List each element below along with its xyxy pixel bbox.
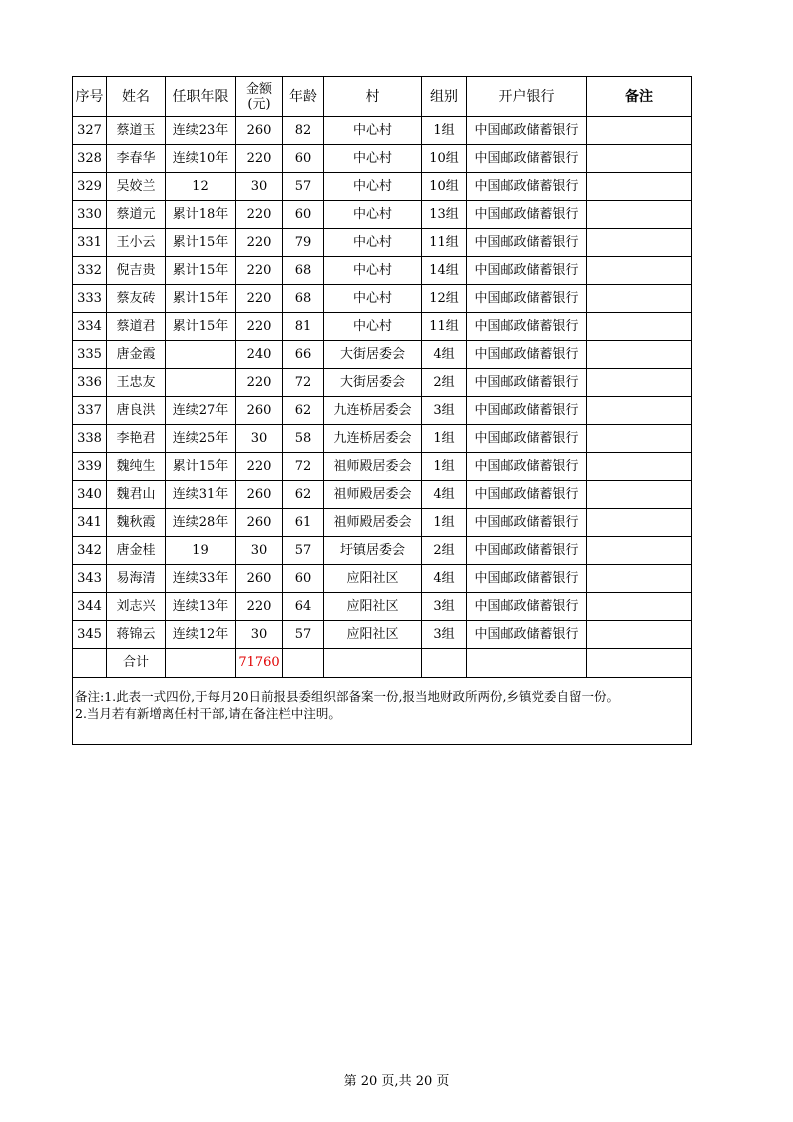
cell-name: 李艳君 (107, 425, 166, 453)
total-amount: 71760 (236, 649, 283, 678)
cell-village: 九连桥居委会 (324, 425, 422, 453)
cell-amount: 30 (236, 537, 283, 565)
cell-age: 60 (283, 565, 324, 593)
total-tenure-cell (166, 649, 236, 678)
cell-name: 魏君山 (107, 481, 166, 509)
cell-seq: 330 (73, 201, 107, 229)
cell-name: 唐金桂 (107, 537, 166, 565)
cell-bank: 中国邮政储蓄银行 (467, 285, 587, 313)
cell-group: 13组 (422, 201, 467, 229)
cell-bank: 中国邮政储蓄银行 (467, 341, 587, 369)
cell-seq: 344 (73, 593, 107, 621)
cell-amount: 220 (236, 453, 283, 481)
cell-village: 圩镇居委会 (324, 537, 422, 565)
table-row (73, 313, 692, 341)
cell-remark (587, 621, 692, 649)
cell-amount: 260 (236, 481, 283, 509)
cell-remark (587, 369, 692, 397)
cell-group: 1组 (422, 509, 467, 537)
cell-village: 中心村 (324, 145, 422, 173)
cell-age: 72 (283, 453, 324, 481)
cell-remark (587, 425, 692, 453)
table-row (73, 285, 692, 313)
cell-group: 1组 (422, 453, 467, 481)
total-age-cell (283, 649, 324, 678)
cell-bank: 中国邮政储蓄银行 (467, 481, 587, 509)
cell-tenure: 累计15年 (166, 257, 236, 285)
page-footer: 第 20 页,共 20 页 (343, 1074, 450, 1089)
cell-amount: 220 (236, 229, 283, 257)
cell-group: 1组 (422, 425, 467, 453)
cell-village: 应阳社区 (324, 593, 422, 621)
cell-amount: 220 (236, 201, 283, 229)
table-row (73, 537, 692, 565)
cell-seq: 329 (73, 173, 107, 201)
cell-group: 1组 (422, 117, 467, 145)
cell-group: 11组 (422, 229, 467, 257)
cell-remark (587, 117, 692, 145)
cell-age: 57 (283, 621, 324, 649)
cell-village: 中心村 (324, 201, 422, 229)
cell-tenure: 连续23年 (166, 117, 236, 145)
roster-table (72, 76, 692, 745)
cell-seq: 327 (73, 117, 107, 145)
table-row (73, 117, 692, 145)
cell-amount: 240 (236, 341, 283, 369)
total-row (73, 649, 692, 678)
cell-tenure: 12 (166, 173, 236, 201)
cell-seq: 338 (73, 425, 107, 453)
cell-name: 倪吉贵 (107, 257, 166, 285)
cell-bank: 中国邮政储蓄银行 (467, 257, 587, 285)
cell-remark (587, 285, 692, 313)
header-age: 年龄 (283, 77, 324, 117)
cell-seq: 341 (73, 509, 107, 537)
table-row (73, 341, 692, 369)
cell-group: 3组 (422, 397, 467, 425)
cell-remark (587, 537, 692, 565)
total-seq-cell (73, 649, 107, 678)
table-row (73, 621, 692, 649)
cell-age: 81 (283, 313, 324, 341)
cell-age: 57 (283, 537, 324, 565)
cell-village: 九连桥居委会 (324, 397, 422, 425)
cell-seq: 339 (73, 453, 107, 481)
cell-village: 中心村 (324, 313, 422, 341)
cell-name: 魏纯生 (107, 453, 166, 481)
cell-bank: 中国邮政储蓄银行 (467, 173, 587, 201)
cell-village: 祖师殿居委会 (324, 509, 422, 537)
cell-remark (587, 509, 692, 537)
notes-row (73, 678, 692, 745)
cell-amount: 260 (236, 397, 283, 425)
cell-name: 易海清 (107, 565, 166, 593)
cell-amount: 220 (236, 313, 283, 341)
cell-village: 中心村 (324, 229, 422, 257)
cell-seq: 337 (73, 397, 107, 425)
table-row (73, 481, 692, 509)
notes-line-1: 备注:1.此表一式四份,于每月20日前报县委组织部备案一份,报当地财政所两份,乡镇党委自留一份。 (75, 689, 619, 704)
cell-age: 60 (283, 201, 324, 229)
cell-tenure: 连续13年 (166, 593, 236, 621)
cell-amount: 220 (236, 145, 283, 173)
cell-group: 4组 (422, 565, 467, 593)
cell-age: 68 (283, 257, 324, 285)
header-village: 村 (324, 77, 422, 117)
cell-name: 魏秋霞 (107, 509, 166, 537)
cell-remark (587, 257, 692, 285)
cell-bank: 中国邮政储蓄银行 (467, 425, 587, 453)
table-row (73, 145, 692, 173)
total-bank-cell (467, 649, 587, 678)
cell-bank: 中国邮政储蓄银行 (467, 313, 587, 341)
cell-remark (587, 173, 692, 201)
notes-cell (73, 678, 692, 745)
cell-tenure: 累计15年 (166, 453, 236, 481)
cell-remark (587, 145, 692, 173)
cell-seq: 336 (73, 369, 107, 397)
header-remark: 备注 (587, 77, 692, 117)
cell-tenure: 连续31年 (166, 481, 236, 509)
header-row (73, 77, 692, 117)
cell-amount: 220 (236, 285, 283, 313)
total-village-cell (324, 649, 422, 678)
table-row (73, 509, 692, 537)
table-row (73, 201, 692, 229)
cell-amount: 220 (236, 257, 283, 285)
cell-tenure: 连续10年 (166, 145, 236, 173)
cell-amount: 30 (236, 425, 283, 453)
header-tenure: 任职年限 (166, 77, 236, 117)
cell-remark (587, 341, 692, 369)
cell-age: 58 (283, 425, 324, 453)
cell-age: 61 (283, 509, 324, 537)
cell-group: 10组 (422, 145, 467, 173)
cell-village: 中心村 (324, 117, 422, 145)
cell-name: 蔡道玉 (107, 117, 166, 145)
table-row (73, 229, 692, 257)
cell-age: 64 (283, 593, 324, 621)
cell-age: 62 (283, 397, 324, 425)
table-row (73, 593, 692, 621)
cell-bank: 中国邮政储蓄银行 (467, 621, 587, 649)
cell-age: 66 (283, 341, 324, 369)
cell-name: 蔡道元 (107, 201, 166, 229)
cell-bank: 中国邮政储蓄银行 (467, 509, 587, 537)
cell-age: 68 (283, 285, 324, 313)
cell-group: 3组 (422, 621, 467, 649)
cell-village: 应阳社区 (324, 621, 422, 649)
table-row (73, 173, 692, 201)
cell-tenure (166, 369, 236, 397)
header-seq: 序号 (73, 77, 107, 117)
cell-tenure: 累计18年 (166, 201, 236, 229)
cell-amount: 220 (236, 369, 283, 397)
cell-amount: 260 (236, 565, 283, 593)
cell-seq: 331 (73, 229, 107, 257)
cell-tenure: 累计15年 (166, 229, 236, 257)
cell-group: 2组 (422, 369, 467, 397)
cell-village: 祖师殿居委会 (324, 453, 422, 481)
cell-name: 唐良洪 (107, 397, 166, 425)
cell-remark (587, 481, 692, 509)
total-remark-cell (587, 649, 692, 678)
cell-remark (587, 313, 692, 341)
cell-bank: 中国邮政储蓄银行 (467, 397, 587, 425)
cell-name: 蔡友砖 (107, 285, 166, 313)
cell-remark (587, 565, 692, 593)
cell-village: 祖师殿居委会 (324, 481, 422, 509)
header-amount-line2: (元) (247, 96, 271, 112)
cell-tenure (166, 341, 236, 369)
cell-seq: 343 (73, 565, 107, 593)
cell-seq: 334 (73, 313, 107, 341)
total-group-cell (422, 649, 467, 678)
cell-bank: 中国邮政储蓄银行 (467, 453, 587, 481)
cell-tenure: 连续28年 (166, 509, 236, 537)
cell-village: 中心村 (324, 257, 422, 285)
cell-village: 中心村 (324, 173, 422, 201)
cell-seq: 335 (73, 341, 107, 369)
cell-group: 12组 (422, 285, 467, 313)
cell-remark (587, 593, 692, 621)
cell-group: 4组 (422, 341, 467, 369)
cell-name: 王小云 (107, 229, 166, 257)
table-row (73, 425, 692, 453)
cell-village: 大街居委会 (324, 369, 422, 397)
cell-name: 吴姣兰 (107, 173, 166, 201)
cell-seq: 342 (73, 537, 107, 565)
cell-amount: 220 (236, 593, 283, 621)
cell-amount: 260 (236, 509, 283, 537)
header-bank: 开户银行 (467, 77, 587, 117)
cell-amount: 30 (236, 621, 283, 649)
cell-amount: 260 (236, 117, 283, 145)
cell-bank: 中国邮政储蓄银行 (467, 229, 587, 257)
cell-tenure: 19 (166, 537, 236, 565)
table-row (73, 397, 692, 425)
table-row (73, 565, 692, 593)
header-name: 姓名 (107, 77, 166, 117)
cell-remark (587, 453, 692, 481)
cell-remark (587, 229, 692, 257)
cell-age: 82 (283, 117, 324, 145)
cell-bank: 中国邮政储蓄银行 (467, 593, 587, 621)
cell-village: 应阳社区 (324, 565, 422, 593)
cell-remark (587, 397, 692, 425)
cell-age: 60 (283, 145, 324, 173)
cell-village: 中心村 (324, 285, 422, 313)
cell-tenure: 连续27年 (166, 397, 236, 425)
cell-name: 蒋锦云 (107, 621, 166, 649)
cell-bank: 中国邮政储蓄银行 (467, 369, 587, 397)
cell-seq: 332 (73, 257, 107, 285)
cell-tenure: 累计15年 (166, 285, 236, 313)
cell-bank: 中国邮政储蓄银行 (467, 117, 587, 145)
cell-tenure: 连续12年 (166, 621, 236, 649)
cell-group: 4组 (422, 481, 467, 509)
cell-bank: 中国邮政储蓄银行 (467, 537, 587, 565)
cell-seq: 333 (73, 285, 107, 313)
notes-line-2: 2.当月若有新增离任村干部,请在备注栏中注明。 (75, 706, 341, 721)
cell-tenure: 连续33年 (166, 565, 236, 593)
table-row (73, 453, 692, 481)
cell-tenure: 连续25年 (166, 425, 236, 453)
cell-bank: 中国邮政储蓄银行 (467, 201, 587, 229)
cell-amount: 30 (236, 173, 283, 201)
cell-age: 57 (283, 173, 324, 201)
cell-seq: 328 (73, 145, 107, 173)
cell-group: 14组 (422, 257, 467, 285)
cell-village: 大街居委会 (324, 341, 422, 369)
table-row (73, 369, 692, 397)
cell-group: 10组 (422, 173, 467, 201)
table-row (73, 257, 692, 285)
cell-name: 蔡道君 (107, 313, 166, 341)
cell-remark (587, 201, 692, 229)
cell-group: 2组 (422, 537, 467, 565)
header-amount-line1: 金额 (245, 81, 272, 97)
cell-name: 王忠友 (107, 369, 166, 397)
cell-name: 李春华 (107, 145, 166, 173)
cell-group: 3组 (422, 593, 467, 621)
total-label: 合计 (107, 649, 166, 678)
cell-bank: 中国邮政储蓄银行 (467, 565, 587, 593)
cell-seq: 340 (73, 481, 107, 509)
cell-seq: 345 (73, 621, 107, 649)
cell-name: 唐金霞 (107, 341, 166, 369)
cell-age: 62 (283, 481, 324, 509)
header-amount (236, 77, 283, 117)
cell-group: 11组 (422, 313, 467, 341)
cell-age: 79 (283, 229, 324, 257)
cell-bank: 中国邮政储蓄银行 (467, 145, 587, 173)
cell-tenure: 累计15年 (166, 313, 236, 341)
header-group: 组别 (422, 77, 467, 117)
cell-age: 72 (283, 369, 324, 397)
cell-name: 刘志兴 (107, 593, 166, 621)
